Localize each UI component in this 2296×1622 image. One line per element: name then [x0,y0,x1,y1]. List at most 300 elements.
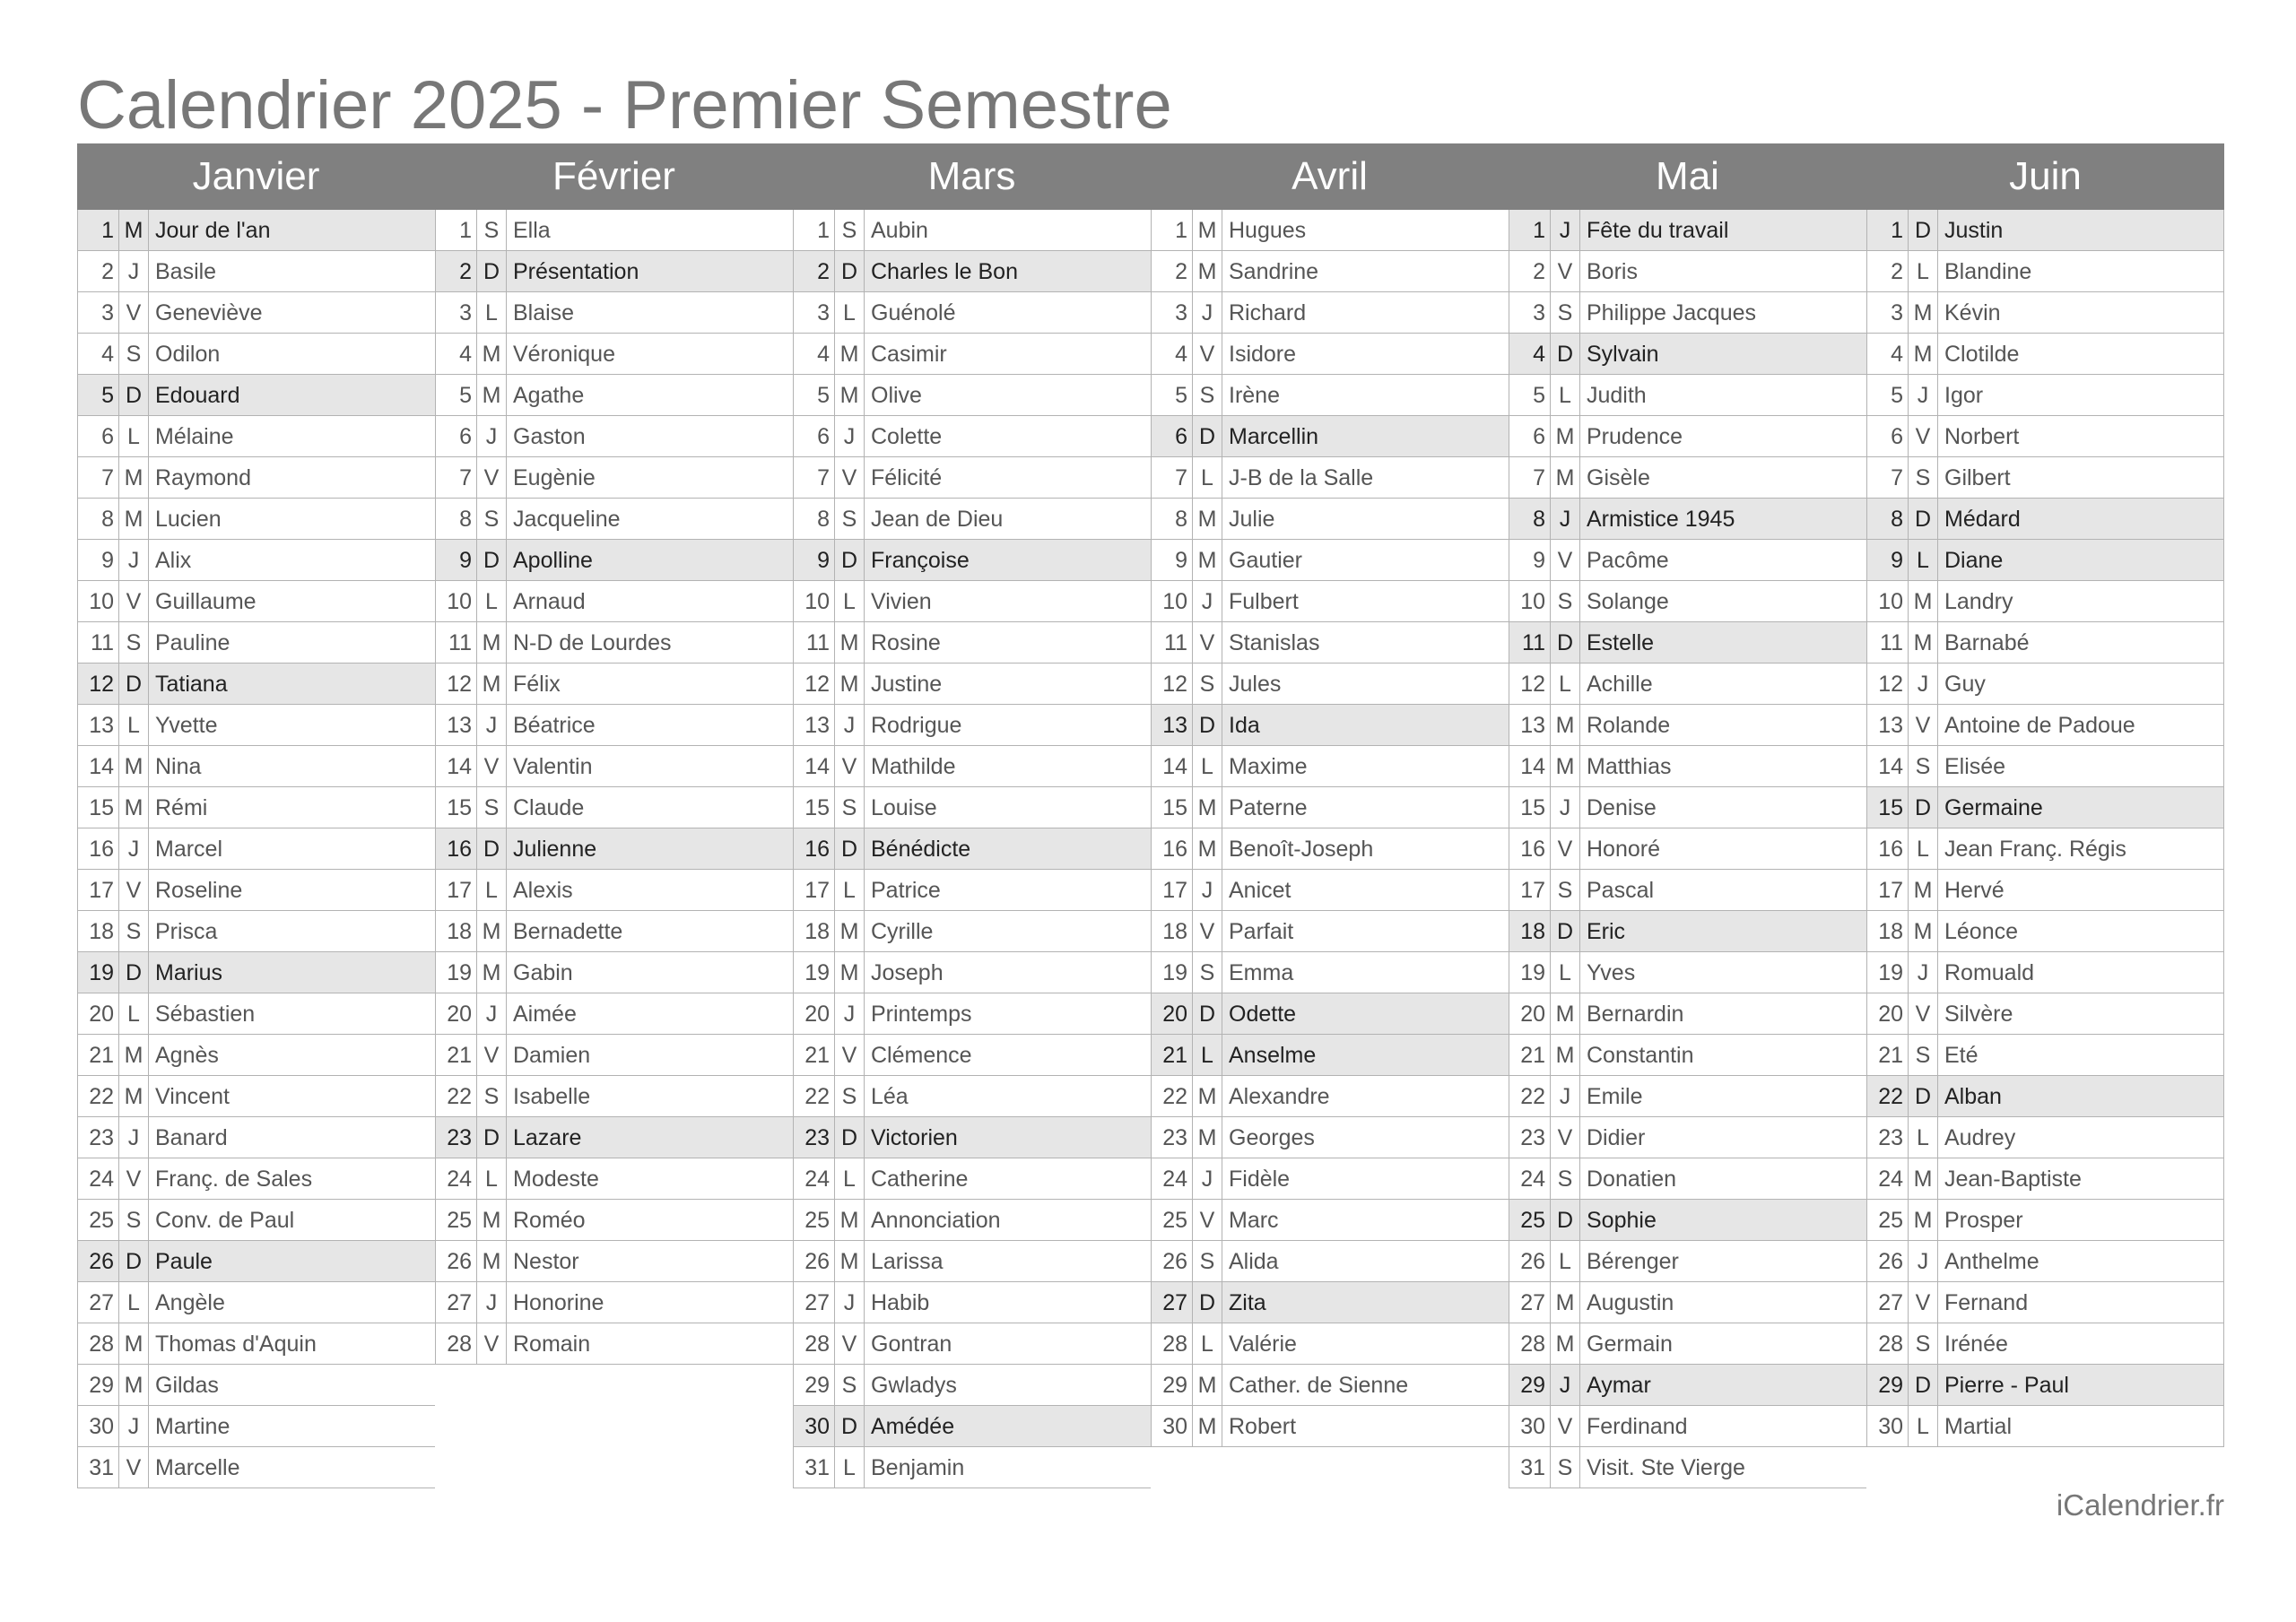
day-number: 16 [794,828,835,869]
saint-name: Gildas [155,1373,219,1398]
day-of-week: J [119,828,149,869]
day-number: 11 [1509,622,1551,663]
saint-name: Valentin [513,754,593,779]
day-number: 20 [1509,993,1551,1034]
day-number: 7 [1509,457,1551,498]
day-number: 19 [78,952,119,993]
day-row [1151,911,1509,952]
day-row [77,210,435,251]
saint-name: Maxime [1229,754,1308,779]
day-number: 19 [1867,952,1909,993]
saint-name: Jean Franç. Régis [1944,837,2126,862]
saint-name: Robert [1229,1414,1297,1439]
day-row [77,1035,435,1076]
saint-name: Audrey [1944,1125,2016,1150]
day-number: 4 [794,334,835,374]
saint-name: Banard [155,1125,228,1150]
day-row [1509,1158,1866,1200]
day-of-week: M [119,1076,149,1116]
day-number: 8 [794,499,835,539]
day-of-week: V [1909,705,1938,745]
day-of-week: M [477,1200,507,1240]
saint-name: Aubin [871,218,928,243]
day-of-week: V [1909,993,1938,1034]
day-row [77,1158,435,1200]
day-number: 25 [1867,1200,1909,1240]
day-number: 21 [436,1035,477,1075]
saint-name: Marc [1229,1208,1279,1233]
day-row [1866,1200,2224,1241]
day-number: 26 [78,1241,119,1281]
saint-name: Amédée [871,1414,955,1439]
saint-name: Damien [513,1043,591,1068]
saint-name: Antoine de Padoue [1944,713,2135,738]
day-row [77,1365,435,1406]
day-of-week: M [477,622,507,663]
day-number: 12 [1152,664,1193,704]
day-of-week: S [477,210,507,250]
day-list [435,210,793,1365]
day-row [1509,1241,1866,1282]
day-row [793,1117,1151,1158]
day-of-week: M [1193,828,1222,869]
day-row [1866,705,2224,746]
day-number: 16 [1867,828,1909,869]
saint-name: Romain [513,1331,591,1357]
day-row [1151,1365,1509,1406]
day-row [1866,375,2224,416]
day-of-week: M [1551,705,1580,745]
saint-name: Benoît-Joseph [1229,837,1374,862]
day-of-week: M [1909,334,1938,374]
day-of-week: S [119,334,149,374]
saint-name: Alexandre [1229,1084,1330,1109]
day-number: 25 [436,1200,477,1240]
day-number: 4 [1152,334,1193,374]
day-of-week: D [835,540,865,580]
saint-name: Hervé [1944,878,2005,903]
saint-name: Irène [1229,383,1280,408]
day-of-week: S [1551,1158,1580,1199]
day-row [77,334,435,375]
saint-name: Odilon [155,342,221,367]
day-row [1866,870,2224,911]
saint-name: Mathilde [871,754,956,779]
day-row [1866,1076,2224,1117]
day-number: 22 [78,1076,119,1116]
day-number: 1 [1867,210,1909,250]
day-row [793,1200,1151,1241]
day-row [793,870,1151,911]
saint-name: Germain [1587,1331,1673,1357]
day-of-week: S [835,210,865,250]
day-row [77,705,435,746]
saint-name: Yves [1587,960,1636,985]
day-number: 7 [436,457,477,498]
day-of-week: V [1909,416,1938,456]
page-title: Calendrier 2025 - Premier Semestre [77,67,1172,143]
saint-name: Armistice 1945 [1587,507,1735,532]
day-of-week: V [1193,911,1222,951]
day-row [1151,787,1509,828]
saint-name: Didier [1587,1125,1646,1150]
saint-name: Alexis [513,878,573,903]
day-of-week: M [1193,210,1222,250]
day-row [435,911,793,952]
month-header: Juin [1866,143,2224,210]
saint-name: Justine [871,672,943,697]
day-number: 27 [1509,1282,1551,1323]
saint-name: Irénée [1944,1331,2008,1357]
saint-name: Gilbert [1944,465,2011,490]
day-number: 3 [78,292,119,333]
day-row [435,292,793,334]
day-row [1509,375,1866,416]
day-row [793,1323,1151,1365]
saint-name: Raymond [155,465,251,490]
day-of-week: J [1909,664,1938,704]
saint-name: Fulbert [1229,589,1299,614]
day-of-week: M [1909,870,1938,910]
day-number: 23 [1867,1117,1909,1158]
day-of-week: S [1193,664,1222,704]
day-of-week: L [1551,664,1580,704]
day-number: 20 [78,993,119,1034]
day-row [1509,705,1866,746]
day-of-week: V [119,581,149,621]
day-of-week: D [1193,416,1222,456]
day-number: 24 [1509,1158,1551,1199]
day-number: 5 [436,375,477,415]
day-row [793,416,1151,457]
day-number: 4 [78,334,119,374]
day-number: 14 [1867,746,1909,786]
saint-name: Blandine [1944,259,2032,284]
day-number: 21 [1867,1035,1909,1075]
day-row [1866,952,2224,993]
day-of-week: L [835,292,865,333]
day-of-week: J [119,251,149,291]
day-number: 25 [1152,1200,1193,1240]
day-number: 6 [1152,416,1193,456]
day-number: 9 [78,540,119,580]
saint-name: Honorine [513,1290,604,1315]
day-row [1866,292,2224,334]
day-number: 27 [1867,1282,1909,1323]
day-number: 29 [1509,1365,1551,1405]
day-of-week: D [835,828,865,869]
day-of-week: J [1551,499,1580,539]
day-of-week: V [1193,334,1222,374]
day-number: 2 [1509,251,1551,291]
saint-name: Marcel [155,837,223,862]
day-row [1866,540,2224,581]
day-row [1866,911,2224,952]
day-row [1866,1282,2224,1323]
day-number: 4 [436,334,477,374]
day-number: 22 [1152,1076,1193,1116]
saint-name: Colette [871,424,943,449]
day-row [1151,870,1509,911]
day-row [435,457,793,499]
saint-name: Anthelme [1944,1249,2039,1274]
saint-name: Philippe Jacques [1587,300,1757,325]
day-of-week: M [1193,1117,1222,1158]
day-of-week: L [119,993,149,1034]
saint-name: Modeste [513,1167,599,1192]
day-of-week: J [835,993,865,1034]
day-number: 6 [78,416,119,456]
day-row [1151,334,1509,375]
day-row [793,540,1151,581]
day-row [77,952,435,993]
saint-name: Aymar [1587,1373,1651,1398]
day-row [435,828,793,870]
saint-name: Georges [1229,1125,1315,1150]
day-number: 14 [1509,746,1551,786]
saint-name: Marcellin [1229,424,1319,449]
saint-name: Denise [1587,795,1657,820]
day-number: 25 [1509,1200,1551,1240]
day-number: 17 [436,870,477,910]
day-of-week: J [1909,952,1938,993]
day-number: 24 [1867,1158,1909,1199]
day-row [793,1158,1151,1200]
saint-name: Fête du travail [1587,218,1729,243]
day-of-week: M [835,952,865,993]
day-row [435,622,793,664]
day-of-week: J [835,705,865,745]
day-row [1866,251,2224,292]
day-of-week: L [1193,746,1222,786]
day-row [435,664,793,705]
day-of-week: M [835,622,865,663]
saint-name: Franç. de Sales [155,1167,313,1192]
saint-name: Léa [871,1084,909,1109]
day-of-week: L [477,581,507,621]
day-of-week: D [1193,1282,1222,1323]
day-of-week: V [1551,1117,1580,1158]
day-of-week: D [1193,993,1222,1034]
day-number: 24 [78,1158,119,1199]
saint-name: Sylvain [1587,342,1659,367]
day-of-week: J [477,1282,507,1323]
day-row [1151,664,1509,705]
day-number: 21 [794,1035,835,1075]
day-number: 1 [1509,210,1551,250]
day-of-week: L [1909,540,1938,580]
month-column-1 [77,143,435,1483]
saint-name: Jules [1229,672,1282,697]
day-number: 18 [794,911,835,951]
day-number: 29 [794,1365,835,1405]
day-row [793,828,1151,870]
day-of-week: M [1909,581,1938,621]
saint-name: Germaine [1944,795,2043,820]
saint-name: Justin [1944,218,2004,243]
day-of-week: M [1909,622,1938,663]
day-of-week: S [1193,1241,1222,1281]
day-number: 6 [794,416,835,456]
day-of-week: J [835,1282,865,1323]
day-row [435,540,793,581]
day-row [1151,746,1509,787]
saint-name: Anselme [1229,1043,1317,1068]
day-of-week: D [119,664,149,704]
site-credit[interactable]: iCalendrier.fr [2056,1488,2224,1522]
day-of-week: M [1551,457,1580,498]
day-row [77,540,435,581]
day-of-week: V [119,1447,149,1488]
saint-name: Gabin [513,960,573,985]
day-row [1509,540,1866,581]
saint-name: Sébastien [155,1002,256,1027]
day-number: 21 [1509,1035,1551,1075]
day-number: 26 [436,1241,477,1281]
day-row [1151,457,1509,499]
day-of-week: M [1551,1282,1580,1323]
day-of-week: V [835,746,865,786]
day-of-week: D [1551,334,1580,374]
day-of-week: M [1909,292,1938,333]
day-row [1509,1282,1866,1323]
day-number: 1 [78,210,119,250]
day-number: 15 [794,787,835,828]
day-row [1866,210,2224,251]
day-row [435,375,793,416]
saint-name: Eric [1587,919,1626,944]
day-row [1509,416,1866,457]
day-row [793,499,1151,540]
saint-name: Félicité [871,465,943,490]
day-of-week: S [477,499,507,539]
day-number: 11 [436,622,477,663]
saint-name: Roseline [155,878,243,903]
saint-name: Jacqueline [513,507,621,532]
day-number: 31 [78,1447,119,1488]
day-number: 20 [1867,993,1909,1034]
saint-name: Véronique [513,342,615,367]
day-of-week: M [835,664,865,704]
day-of-week: S [119,911,149,951]
day-number: 20 [436,993,477,1034]
day-number: 8 [78,499,119,539]
day-number: 3 [1509,292,1551,333]
saint-name: Françoise [871,548,970,573]
saint-name: Ella [513,218,551,243]
saint-name: Louise [871,795,937,820]
day-of-week: M [1193,499,1222,539]
day-row [435,1200,793,1241]
day-row [793,787,1151,828]
day-row [793,581,1151,622]
day-row [1509,746,1866,787]
day-of-week: M [835,375,865,415]
month-column-4 [1151,143,1509,1483]
saint-name: Vivien [871,589,932,614]
saint-name: Pacôme [1587,548,1669,573]
day-of-week: J [1551,787,1580,828]
day-number: 12 [1867,664,1909,704]
day-of-week: M [1551,1323,1580,1364]
day-number: 20 [794,993,835,1034]
day-of-week: S [477,787,507,828]
saint-name: Médard [1944,507,2021,532]
day-row [435,416,793,457]
day-row [793,1406,1151,1447]
day-number: 17 [794,870,835,910]
saint-name: Guillaume [155,589,257,614]
day-of-week: V [477,746,507,786]
day-of-week: M [477,375,507,415]
day-of-week: L [835,870,865,910]
day-number: 14 [794,746,835,786]
day-of-week: D [1551,911,1580,951]
day-of-week: M [835,1241,865,1281]
saint-name: Annonciation [871,1208,1001,1233]
day-of-week: D [477,828,507,869]
day-number: 1 [436,210,477,250]
day-row [435,1282,793,1323]
day-row [793,664,1151,705]
day-row [1509,499,1866,540]
day-number: 5 [1867,375,1909,415]
day-number: 14 [1152,746,1193,786]
day-number: 22 [1867,1076,1909,1116]
day-row [1151,1282,1509,1323]
saint-name: Lazare [513,1125,582,1150]
day-of-week: S [1909,1323,1938,1364]
day-number: 22 [436,1076,477,1116]
day-of-week: S [1551,581,1580,621]
day-number: 9 [1867,540,1909,580]
saint-name: Geneviève [155,300,263,325]
day-row [1866,1323,2224,1365]
day-number: 10 [1509,581,1551,621]
saint-name: Elisée [1944,754,2006,779]
day-number: 15 [1509,787,1551,828]
saint-name: Bernadette [513,919,623,944]
day-of-week: S [1909,1035,1938,1075]
day-number: 13 [1509,705,1551,745]
day-number: 17 [1152,870,1193,910]
saint-name: Gisèle [1587,465,1650,490]
day-number: 5 [78,375,119,415]
day-number: 26 [1867,1241,1909,1281]
day-number: 28 [78,1323,119,1364]
saint-name: Yvette [155,713,218,738]
saint-name: Prisca [155,919,218,944]
day-number: 12 [1509,664,1551,704]
day-number: 21 [78,1035,119,1075]
day-number: 13 [1867,705,1909,745]
saint-name: Patrice [871,878,941,903]
saint-name: Marcelle [155,1455,240,1480]
saint-name: Augustin [1587,1290,1674,1315]
day-row [1151,581,1509,622]
day-number: 19 [1152,952,1193,993]
day-row [435,746,793,787]
saint-name: Alix [155,548,192,573]
day-row [793,746,1151,787]
day-of-week: V [477,1035,507,1075]
day-row [1509,1406,1866,1447]
day-number: 26 [1152,1241,1193,1281]
day-number: 16 [436,828,477,869]
saint-name: Agnès [155,1043,219,1068]
day-number: 1 [1152,210,1193,250]
saint-name: Cather. de Sienne [1229,1373,1409,1398]
